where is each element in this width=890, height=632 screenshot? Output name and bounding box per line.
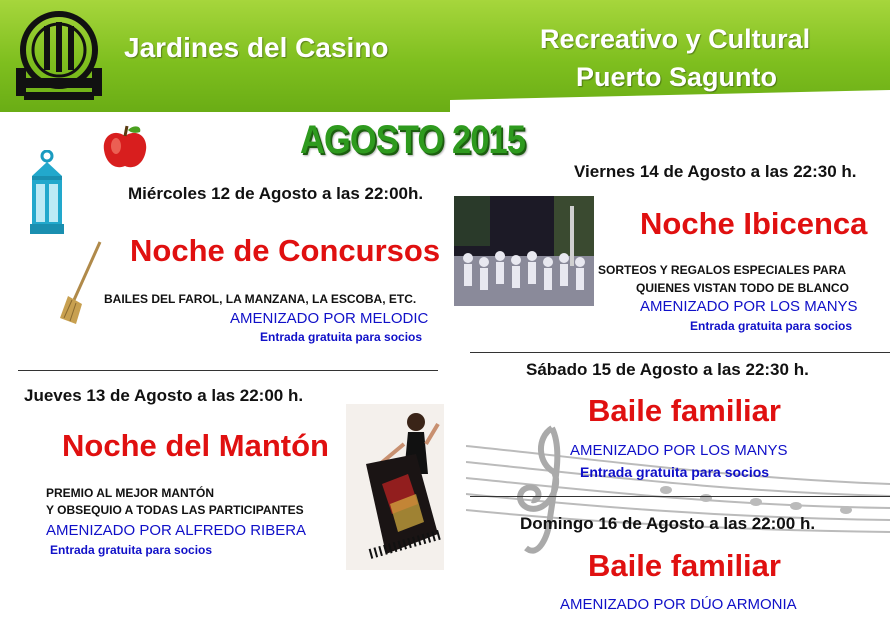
- event-3-desc-line1: SORTEOS Y REGALOS ESPECIALES PARA: [598, 263, 847, 277]
- lantern-icon: [22, 150, 72, 240]
- month-title: AGOSTO 2015: [300, 118, 526, 162]
- event-5-band: AMENIZADO POR DÚO ARMONIA: [560, 596, 797, 613]
- event-3-desc-line2: QUIENES VISTAN TODO DE BLANCO: [636, 281, 849, 295]
- event-1-title: Noche de Concursos: [130, 233, 441, 268]
- event-3-free-entry: Entrada gratuita para socios: [690, 319, 853, 333]
- header-left-title: Jardines del Casino: [124, 32, 389, 63]
- apple-icon: [100, 122, 150, 172]
- event-2-title: Noche del Mantón: [62, 428, 329, 463]
- casino-logo-icon: [14, 8, 104, 108]
- event-5-date: Domingo 16 de Agosto a las 22:00 h.: [520, 514, 816, 533]
- event-2-free-entry: Entrada gratuita para socios: [50, 543, 213, 557]
- event-1-date: Miércoles 12 de Agosto a las 22:00h.: [128, 184, 424, 203]
- event-2-desc-line1: PREMIO AL MEJOR MANTÓN: [46, 486, 215, 500]
- divider-right-bottom: [470, 496, 890, 497]
- event-4-free-entry: Entrada gratuita para socios: [580, 464, 770, 480]
- header-band-right: [450, 0, 890, 112]
- event-1-desc-line1: BAILES DEL FAROL, LA MANZANA, LA ESCOBA, ETC.: [104, 292, 417, 306]
- divider-left: [18, 370, 438, 371]
- header-right-title-line2: Puerto Sagunto: [576, 62, 777, 92]
- event-4-band: AMENIZADO POR LOS MANYS: [570, 442, 788, 459]
- event-5-title: Baile familiar: [588, 548, 781, 583]
- event-1-free-entry: Entrada gratuita para socios: [260, 330, 423, 344]
- divider-right-top: [470, 352, 890, 353]
- event-2-band: AMENIZADO POR ALFREDO RIBERA: [46, 522, 307, 539]
- event-4-title: Baile familiar: [588, 393, 781, 428]
- event-3-title: Noche Ibicenca: [640, 206, 868, 241]
- shawl-dancer-photo: [346, 404, 444, 570]
- header-right-title-line1: Recreativo y Cultural: [540, 24, 811, 54]
- event-3-date: Viernes 14 de Agosto a las 22:30 h.: [574, 162, 857, 181]
- event-1-band: AMENIZADO POR MELODIC: [230, 310, 429, 327]
- event-4-date: Sábado 15 de Agosto a las 22:30 h.: [526, 360, 809, 379]
- event-2-desc-line2: Y OBSEQUIO A TODAS LAS PARTICIPANTES: [46, 503, 304, 517]
- party-photo: [454, 196, 594, 306]
- event-3-band: AMENIZADO POR LOS MANYS: [640, 298, 858, 315]
- event-2-date: Jueves 13 de Agosto a las 22:00 h.: [24, 386, 304, 405]
- broom-icon: [56, 238, 106, 328]
